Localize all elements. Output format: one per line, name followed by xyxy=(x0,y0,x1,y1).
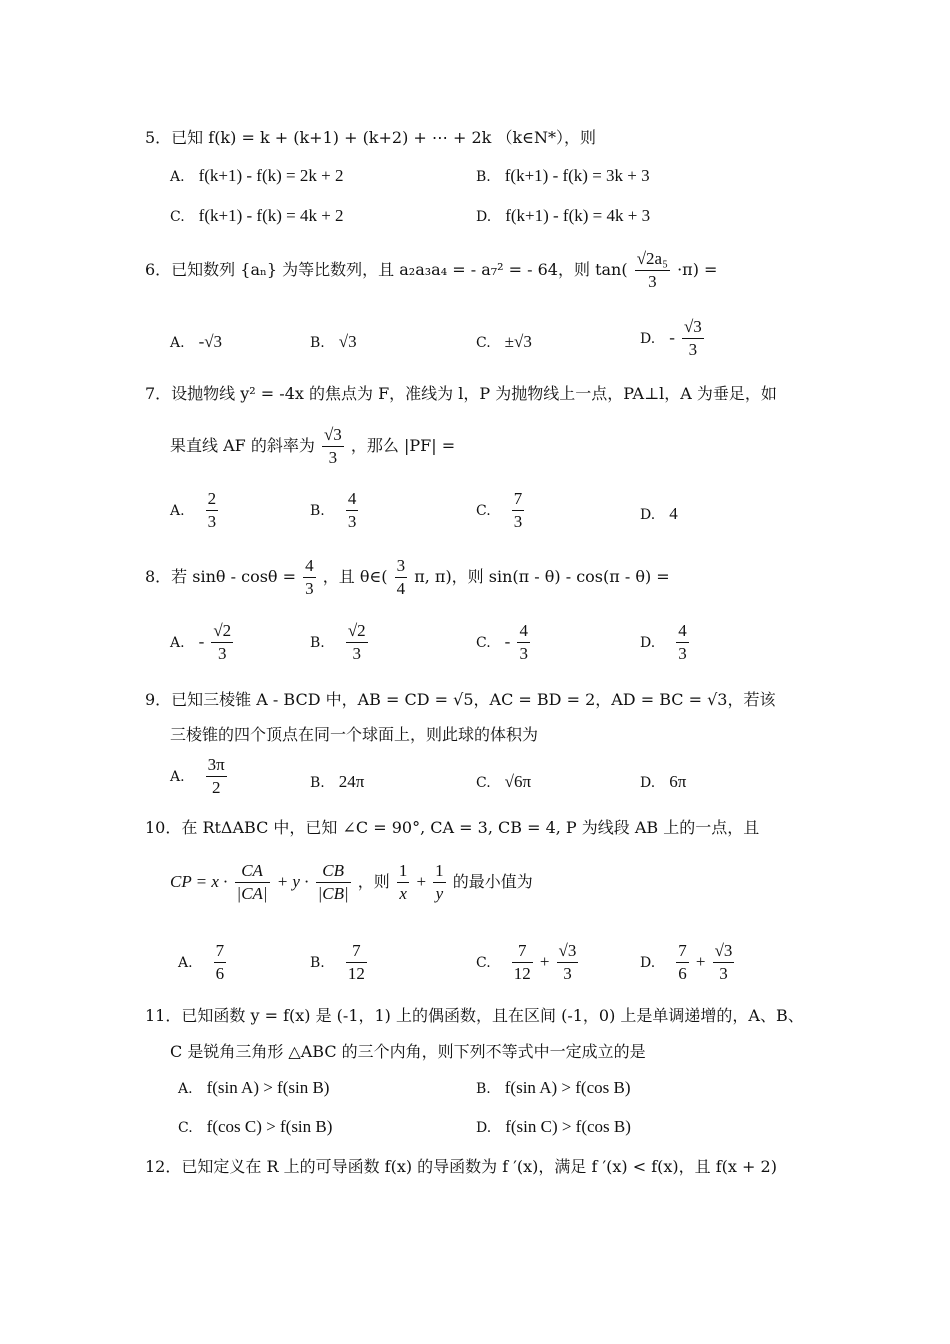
option-label: B. xyxy=(310,775,325,791)
fraction-numerator: 4 xyxy=(517,620,530,643)
q10-expr-part: + y · xyxy=(276,872,309,891)
q11-option-c xyxy=(178,1117,332,1138)
option-text: f(k+1) - f(k) = 2k + 2 xyxy=(198,166,344,185)
fraction-denominator: |CB| xyxy=(317,884,349,903)
q10-expr-part: CP = x · xyxy=(170,872,228,891)
option-label: C. xyxy=(476,335,491,351)
fraction-numerator: 7 xyxy=(512,940,533,963)
fraction-numerator: 1 xyxy=(433,860,446,883)
q5-option-d xyxy=(476,206,650,227)
option-label: B. xyxy=(476,169,491,185)
option-label: B. xyxy=(310,503,325,519)
q10-option-a xyxy=(178,940,228,985)
q10-fraction xyxy=(397,860,410,905)
fraction-denominator: 3 xyxy=(719,964,728,983)
option-text: f(k+1) - f(k) = 3k + 3 xyxy=(504,166,650,185)
fraction-numerator: √3 xyxy=(682,316,704,339)
q9-option-a xyxy=(170,754,229,799)
fraction-numerator: 7 xyxy=(676,940,689,963)
q6-option-b xyxy=(310,332,357,353)
fraction-denominator: 12 xyxy=(347,964,365,983)
fraction-numerator: √2 xyxy=(346,620,368,643)
q10-fraction xyxy=(316,860,351,905)
option-text: 24π xyxy=(338,772,365,791)
option-text: √3 xyxy=(338,332,357,351)
q9-stem: 9．已知三棱锥 A - BCD 中，AB = CD = √5，AC = BD = 2，AD = BC = √3，若该 xyxy=(145,690,776,709)
option-fraction xyxy=(512,488,525,533)
q6-option-c xyxy=(476,332,532,353)
fraction-denominator: 12 xyxy=(513,964,531,983)
option-label: A. xyxy=(178,955,193,971)
fraction-numerator: √2 xyxy=(211,620,233,643)
q9-option-c xyxy=(476,772,531,793)
option-text: ±√3 xyxy=(504,332,532,351)
option-label: A. xyxy=(170,635,185,651)
q7-option-c xyxy=(476,488,526,533)
q8-fraction xyxy=(395,555,408,600)
q9-stem-line2: 三棱锥的四个顶点在同一个球面上，则此球的体积为 xyxy=(170,725,539,744)
option-label: C. xyxy=(170,209,185,225)
q7-stem-part: 果直线 AF 的斜率为 xyxy=(170,436,315,455)
option-label: A. xyxy=(170,503,185,519)
option-text: f(cos C) > f(sin B) xyxy=(206,1117,333,1136)
option-fraction xyxy=(346,940,367,985)
fraction-numerator: √2a₅ xyxy=(635,248,670,271)
option-label: C. xyxy=(476,775,491,791)
fraction-numerator: CA xyxy=(235,860,270,883)
option-fraction xyxy=(346,488,359,533)
option-label: B. xyxy=(476,1081,491,1097)
option-text: f(sin A) > f(cos B) xyxy=(504,1078,631,1097)
fraction-denominator: 6 xyxy=(678,964,687,983)
q7-fraction xyxy=(322,424,344,469)
option-text: f(k+1) - f(k) = 4k + 2 xyxy=(198,206,344,225)
option-label: A. xyxy=(178,1081,193,1097)
q11-stem: 11．已知函数 y = f(x) 是 (-1，1) 上的偶函数，且在区间 (-1，0) 上是单调递增的，A、B、 xyxy=(145,1006,804,1025)
q11-stem-line2: C 是锐角三角形 △ABC 的三个内角，则下列不等式中一定成立的是 xyxy=(170,1042,646,1061)
q7-option-d xyxy=(640,504,678,525)
option-label: D. xyxy=(640,775,656,791)
option-label: C. xyxy=(178,1120,193,1136)
option-fraction xyxy=(211,620,233,665)
option-fraction xyxy=(214,940,227,985)
option-text: √6π xyxy=(504,772,532,791)
q10-expr-part: ，则 xyxy=(357,872,390,891)
option-label: C. xyxy=(476,503,491,519)
q10-fraction xyxy=(235,860,270,905)
fraction-numerator: 3π xyxy=(206,754,227,777)
fraction-numerator: 4 xyxy=(303,555,316,578)
q7-option-a xyxy=(170,488,220,533)
option-label: C. xyxy=(476,635,491,651)
fraction-numerator: 4 xyxy=(346,488,359,511)
option-fraction xyxy=(206,488,219,533)
fraction-denominator: 3 xyxy=(688,340,698,359)
fraction-numerator: CB xyxy=(316,860,351,883)
fraction-denominator: 3 xyxy=(563,964,572,983)
q8-stem-part: 8．若 sinθ - cosθ = xyxy=(145,567,297,586)
option-label: D. xyxy=(640,635,656,651)
q6-stem-part: 6．已知数列 {aₙ} 为等比数列，且 a₂a₃a₄ = - a₇² = - 64，则 tan( xyxy=(145,260,628,279)
option-label: D. xyxy=(640,955,656,971)
q12-stem: 12．已知定义在 R 上的可导函数 f(x) 的导函数为 f ′(x)，满足 f ′(x) < f(x)，且 f(x + 2) xyxy=(145,1157,777,1176)
option-plus: + xyxy=(539,952,550,971)
q9-option-b xyxy=(310,772,364,793)
option-label: A. xyxy=(170,769,185,785)
q8-option-b xyxy=(310,620,370,665)
q10-option-c xyxy=(476,940,580,985)
option-text: - xyxy=(504,632,511,651)
q10-expression xyxy=(170,860,533,905)
option-text: f(sin C) > f(cos B) xyxy=(505,1117,631,1136)
option-text: f(k+1) - f(k) = 4k + 3 xyxy=(505,206,651,225)
q5-option-c xyxy=(170,206,344,227)
q10-expr-part: + xyxy=(416,872,427,891)
fraction-numerator: 2 xyxy=(206,488,219,511)
q6-fraction xyxy=(635,248,670,293)
q8-option-a xyxy=(170,620,235,665)
q10-fraction xyxy=(433,860,446,905)
fraction-numerator: √3 xyxy=(557,940,579,963)
q10-stem: 10．在 RtΔABC 中，已知 ∠C = 90°, CA = 3, CB = 4, P 为线段 AB 上的一点，且 xyxy=(145,818,760,837)
option-fraction xyxy=(676,940,689,985)
q8-option-d xyxy=(640,620,691,665)
fraction-numerator: 1 xyxy=(397,860,410,883)
option-text: 4 xyxy=(669,504,678,523)
option-text: 6π xyxy=(669,772,687,791)
option-fraction xyxy=(512,940,533,985)
q7-option-b xyxy=(310,488,360,533)
q8-option-c xyxy=(476,620,532,665)
q7-stem-line2 xyxy=(170,424,455,469)
option-label: A. xyxy=(170,335,185,351)
fraction-denominator: 3 xyxy=(218,644,227,663)
option-label: D. xyxy=(640,507,656,523)
option-plus: + xyxy=(695,952,706,971)
option-label: D. xyxy=(476,1120,492,1136)
q6-option-a xyxy=(170,332,222,353)
fraction-denominator: y xyxy=(435,884,444,903)
fraction-denominator: 3 xyxy=(519,644,528,663)
q7-stem-part: ，那么 |PF| = xyxy=(350,436,456,455)
option-text: -√3 xyxy=(198,332,223,351)
fraction-numerator: 4 xyxy=(676,620,689,643)
fraction-denominator: 3 xyxy=(305,579,314,598)
option-label: A. xyxy=(170,169,185,185)
q11-option-d xyxy=(476,1117,631,1138)
option-label: D. xyxy=(640,331,656,347)
fraction-denominator: 3 xyxy=(207,512,217,531)
option-label: D. xyxy=(476,209,492,225)
fraction-denominator: 2 xyxy=(211,778,221,797)
fraction-numerator: √3 xyxy=(713,940,735,963)
option-fraction xyxy=(713,940,735,985)
option-label: B. xyxy=(310,635,325,651)
q7-stem: 7．设抛物线 y² = -4x 的焦点为 F，准线为 l，P 为抛物线上一点，PA⊥l，A 为垂足，如 xyxy=(145,384,777,403)
q10-expr-part: 的最小值为 xyxy=(452,872,533,891)
q9-option-d xyxy=(640,772,686,793)
q10-option-d xyxy=(640,940,736,985)
option-fraction xyxy=(206,754,227,799)
fraction-numerator: √3 xyxy=(322,424,344,447)
fraction-numerator: 7 xyxy=(512,488,525,511)
fraction-denominator: x xyxy=(399,884,407,903)
fraction-denominator: 3 xyxy=(347,512,357,531)
option-fraction xyxy=(676,620,689,665)
q8-stem-part: π, π)，则 sin(π - θ) - cos(π - θ) = xyxy=(414,567,670,586)
option-text: f(sin A) > f(sin B) xyxy=(206,1078,330,1097)
fraction-denominator: 3 xyxy=(678,644,687,663)
q8-stem xyxy=(145,555,670,600)
q5-option-b xyxy=(476,166,650,187)
option-fraction xyxy=(557,940,579,985)
option-label: C. xyxy=(476,955,491,971)
fraction-denominator: 3 xyxy=(648,272,657,291)
option-fraction xyxy=(517,620,530,665)
q6-option-d xyxy=(640,316,706,361)
fraction-numerator: 7 xyxy=(214,940,227,963)
q5-stem: 5．已知 f(k) = k + (k+1) + (k+2) + ⋯ + 2k （k∈N*），则 xyxy=(145,128,596,147)
q10-option-b xyxy=(310,940,369,985)
fraction-denominator: 6 xyxy=(215,964,225,983)
option-fraction xyxy=(682,316,704,361)
option-label: B. xyxy=(310,955,325,971)
q5-option-a xyxy=(170,166,343,187)
option-text: - xyxy=(669,328,675,347)
fraction-denominator: |CA| xyxy=(236,884,268,903)
q8-fraction xyxy=(303,555,316,600)
q11-option-b xyxy=(476,1078,630,1099)
fraction-denominator: 3 xyxy=(352,644,362,663)
option-label: B. xyxy=(310,335,325,351)
fraction-numerator: 7 xyxy=(346,940,367,963)
option-fraction xyxy=(346,620,368,665)
fraction-numerator: 3 xyxy=(395,555,408,578)
fraction-denominator: 3 xyxy=(513,512,523,531)
option-text: - xyxy=(198,632,205,651)
fraction-denominator: 3 xyxy=(328,448,338,467)
q6-stem-part: ·π) = xyxy=(677,260,718,279)
q6-stem xyxy=(145,248,717,293)
fraction-denominator: 4 xyxy=(396,579,406,598)
q8-stem-part: ，且 θ∈( xyxy=(322,567,388,586)
q11-option-a xyxy=(178,1078,329,1099)
